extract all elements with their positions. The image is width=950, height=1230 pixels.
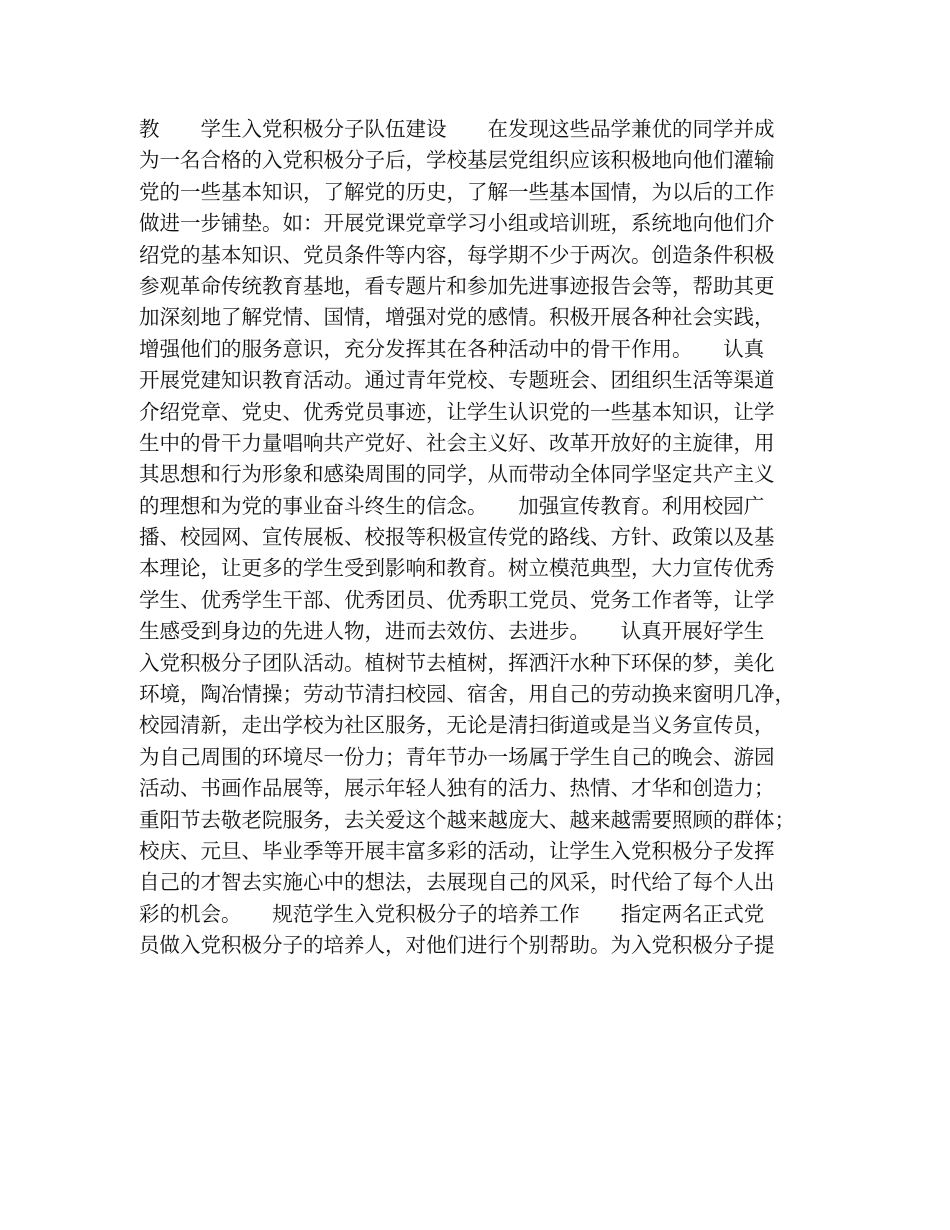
text-line-16: 学生、优秀学生干部、优秀团员、优秀职工党员、党务工作者等，让学	[139, 587, 775, 612]
text-line-27: 员做入党积极分子的培养人，对他们进行个别帮助。为入党积极分子提	[139, 933, 775, 958]
text-line-2: 为一名合格的入党积极分子后，学校基层党组织应该积极地向他们灌输	[139, 148, 775, 173]
text-line-1: 教 学生入党积极分子队伍建设 在发现这些品学兼优的同学并成	[139, 117, 775, 141]
text-line-11: 生中的骨干力量唱响共产党好、社会主义好、改革开放好的主旋律，用	[139, 430, 775, 455]
text-line-19: 环境，陶冶情操；劳动节清扫校园、宿舍，用自己的劳动换来窗明几净，	[139, 682, 795, 707]
text-line-22: 活动、书画作品展等，展示年轻人独有的活力、热情、才华和创造力；	[139, 776, 775, 801]
text-line-21: 为自己周围的环境尽一份力；青年节办一场属于学生自己的晚会、游园	[139, 744, 775, 769]
text-line-15: 本理论，让更多的学生受到影响和教育。树立模范典型，大力宣传优秀	[139, 556, 775, 581]
text-line-25: 自己的才智去实施心中的想法，去展现自己的风采，时代给了每个人出	[139, 870, 775, 895]
text-line-5: 绍党的基本知识、党员条件等内容，每学期不少于两次。创造条件积极	[139, 242, 775, 267]
text-line-9: 开展党建知识教育活动。通过青年党校、专题班会、团组织生活等渠道	[139, 368, 775, 393]
text-line-8: 增强他们的服务意识，充分发挥其在各种活动中的骨干作用。 认真	[139, 336, 765, 361]
text-line-6: 参观革命传统教育基地，看专题片和参加先进事迹报告会等，帮助其更	[139, 273, 775, 298]
text-line-23: 重阳节去敬老院服务，去关爱这个越来越庞大、越来越需要照顾的群体；	[139, 807, 795, 832]
text-line-20: 校园清新，走出学校为社区服务，无论是清扫街道或是当义务宣传员，	[139, 713, 775, 738]
text-line-12: 其思想和行为形象和感染周围的同学，从而带动全体同学坚定共产主义	[139, 462, 775, 487]
body-text	[139, 114, 819, 962]
text-line-26: 彩的机会。 规范学生入党积极分子的培养工作 指定两名正式党	[139, 901, 765, 926]
text-line-13: 的理想和为党的事业奋斗终生的信念。 加强宣传教育。利用校园广	[139, 493, 765, 518]
text-line-17: 生感受到身边的先进人物，进而去效仿、去进步。 认真开展好学生	[139, 619, 765, 644]
text-line-3: 党的一些基本知识，了解党的历史，了解一些基本国情，为以后的工作	[139, 179, 775, 204]
text-line-24: 校庆、元旦、毕业季等开展丰富多彩的活动，让学生入党积极分子发挥	[139, 838, 775, 863]
text-line-10: 介绍党章、党史、优秀党员事迹，让学生认识党的一些基本知识，让学	[139, 399, 775, 424]
text-line-18: 入党积极分子团队活动。植树节去植树，挥洒汗水种下环保的梦，美化	[139, 650, 775, 675]
text-line-7: 加深刻地了解党情、国情，增强对党的感情。积极开展各种社会实践，	[139, 305, 775, 330]
text-line-14: 播、校园网、宣传展板、校报等积极宣传党的路线、方针、政策以及基	[139, 525, 775, 550]
text-line-4: 做进一步铺垫。如：开展党课党章学习小组或培训班，系统地向他们介	[139, 211, 775, 236]
